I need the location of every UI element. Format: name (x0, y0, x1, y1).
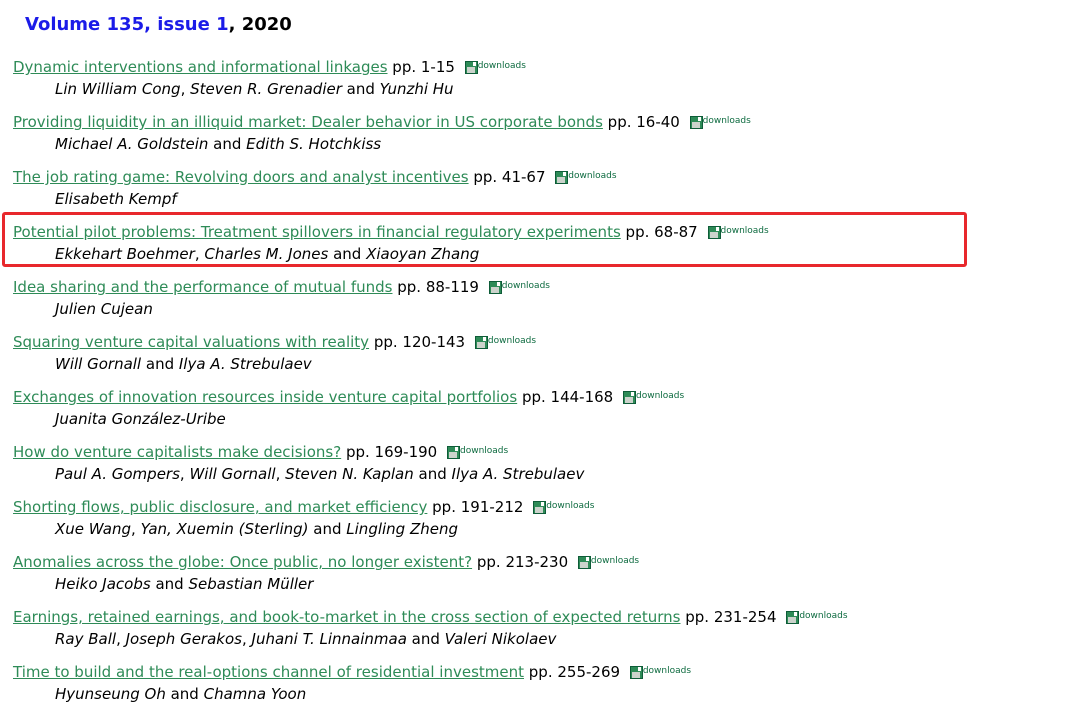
article-entry (13, 605, 1078, 650)
downloads-label: downloads (720, 226, 769, 236)
article-pages: pp. 169-190 (345, 443, 438, 461)
year-suffix: , 2020 (228, 14, 292, 35)
article-title-line (13, 110, 1078, 133)
article-title-link[interactable]: Exchanges of innovation resources inside venture capital portfolios (13, 388, 518, 406)
article-entry (13, 110, 1078, 155)
article-title-link[interactable]: Potential pilot problems: Treatment spillovers in financial regulatory experiments (13, 223, 621, 241)
article-title-link[interactable]: Earnings, retained earnings, and book-to-market in the cross section of expected returns (13, 608, 681, 626)
downloads-label: downloads (568, 171, 617, 181)
article-authors: Lin William Cong, Steven R. Grenadier and Yunzhi Hu (55, 80, 454, 98)
downloads-link[interactable] (550, 168, 616, 186)
article-list (0, 55, 1078, 705)
article-authors: Xue Wang, Yan, Xuemin (Sterling) and Lingling Zheng (55, 520, 459, 538)
downloads-label: downloads (460, 446, 509, 456)
downloads-link[interactable] (781, 608, 847, 626)
article-pages: pp. 120-143 (373, 333, 466, 351)
article-pages: pp. 88-119 (397, 278, 479, 296)
downloads-label: downloads (642, 666, 692, 676)
article-title-line (13, 550, 1078, 573)
article-title-line (13, 165, 1078, 188)
article-authors: Julien Cujean (55, 300, 153, 318)
article-entry (13, 550, 1078, 595)
downloads-label: downloads (487, 336, 537, 346)
article-entry (13, 55, 1078, 100)
article-title-link[interactable]: Time to build and the real-options channel of residential investment (13, 663, 524, 681)
article-title-line (13, 55, 1078, 78)
article-pages: pp. 231-254 (685, 608, 777, 626)
downloads-floppy-icon (786, 611, 799, 624)
downloads-floppy-icon (533, 501, 546, 514)
article-title-link[interactable]: Dynamic interventions and informational linkages (13, 58, 388, 76)
downloads-floppy-icon (708, 226, 721, 239)
article-authors: Will Gornall and Ilya A. Strebulaev (55, 355, 312, 373)
article-pages: pp. 255-269 (528, 663, 621, 681)
article-authors: Ray Ball, Joseph Gerakos, Juhani T. Linnainmaa and Valeri Nikolaev (55, 630, 557, 648)
downloads-label: downloads (590, 556, 640, 566)
article-entry (13, 330, 1078, 375)
downloads-floppy-icon (623, 391, 636, 404)
downloads-floppy-icon (630, 666, 643, 679)
article-title-line (13, 605, 1078, 628)
article-pages: pp. 68-87 (625, 223, 698, 241)
article-title-line (13, 495, 1078, 518)
article-title-link[interactable]: Squaring venture capital valuations with reality (13, 333, 370, 351)
article-title-line (13, 660, 1078, 683)
article-title-link[interactable]: Idea sharing and the performance of mutual funds (13, 278, 393, 296)
downloads-link[interactable] (685, 113, 751, 131)
article-title-line (13, 385, 1078, 408)
article-title-link[interactable]: How do venture capitalists make decisions? (13, 443, 342, 461)
article-entry (13, 220, 1078, 265)
article-title-line (13, 330, 1078, 353)
article-entry (13, 660, 1078, 705)
article-authors: Juanita González-Uribe (55, 410, 226, 428)
page-title (25, 14, 1078, 35)
downloads-label: downloads (477, 61, 526, 71)
article-title-line (13, 275, 1078, 298)
downloads-floppy-icon (475, 336, 488, 349)
article-authors: Michael A. Goldstein and Edith S. Hotchkiss (55, 135, 382, 153)
downloads-link[interactable] (484, 278, 550, 296)
article-authors: Elisabeth Kempf (55, 190, 177, 208)
article-pages: pp. 1-15 (392, 58, 455, 76)
downloads-link[interactable] (460, 58, 526, 76)
downloads-link[interactable] (442, 443, 508, 461)
downloads-link[interactable] (625, 663, 691, 681)
article-authors: Paul A. Gompers, Will Gornall, Steven N. Kaplan and Ilya A. Strebulaev (55, 465, 585, 483)
article-title-link[interactable]: The job rating game: Revolving doors and analyst incentives (13, 168, 469, 186)
article-pages: pp. 41-67 (473, 168, 546, 186)
article-entry (13, 495, 1078, 540)
downloads-floppy-icon (555, 171, 568, 184)
article-entry (13, 440, 1078, 485)
article-title-line (13, 440, 1078, 463)
downloads-label: downloads (546, 501, 595, 511)
downloads-link[interactable] (573, 553, 639, 571)
downloads-label: downloads (636, 391, 685, 401)
downloads-link[interactable] (470, 333, 536, 351)
downloads-label: downloads (799, 611, 848, 621)
downloads-link[interactable] (703, 223, 769, 241)
downloads-floppy-icon (690, 116, 703, 129)
article-authors: Hyunseung Oh and Chamna Yoon (55, 685, 307, 703)
article-title-link[interactable]: Providing liquidity in an illiquid market: Dealer behavior in US corporate bonds (13, 113, 603, 131)
article-entry (13, 275, 1078, 320)
article-pages: pp. 144-168 (521, 388, 614, 406)
article-pages: pp. 16-40 (607, 113, 680, 131)
downloads-label: downloads (501, 281, 550, 291)
downloads-floppy-icon (489, 281, 502, 294)
article-pages: pp. 191-212 (432, 498, 524, 516)
downloads-link[interactable] (528, 498, 594, 516)
article-title-line (13, 220, 1078, 243)
downloads-link[interactable] (618, 388, 684, 406)
downloads-floppy-icon (578, 556, 591, 569)
downloads-floppy-icon (465, 61, 478, 74)
article-authors: Heiko Jacobs and Sebastian Müller (55, 575, 314, 593)
article-entry (13, 165, 1078, 210)
volume-issue-heading: Volume 135, issue 1 (25, 14, 229, 35)
article-title-link[interactable]: Anomalies across the globe: Once public, no longer existent? (13, 553, 473, 571)
article-pages: pp. 213-230 (476, 553, 569, 571)
downloads-label: downloads (702, 116, 751, 126)
article-entry (13, 385, 1078, 430)
article-title-link[interactable]: Shorting flows, public disclosure, and market efficiency (13, 498, 428, 516)
article-authors: Ekkehart Boehmer, Charles M. Jones and Xiaoyan Zhang (55, 245, 480, 263)
downloads-floppy-icon (447, 446, 460, 459)
